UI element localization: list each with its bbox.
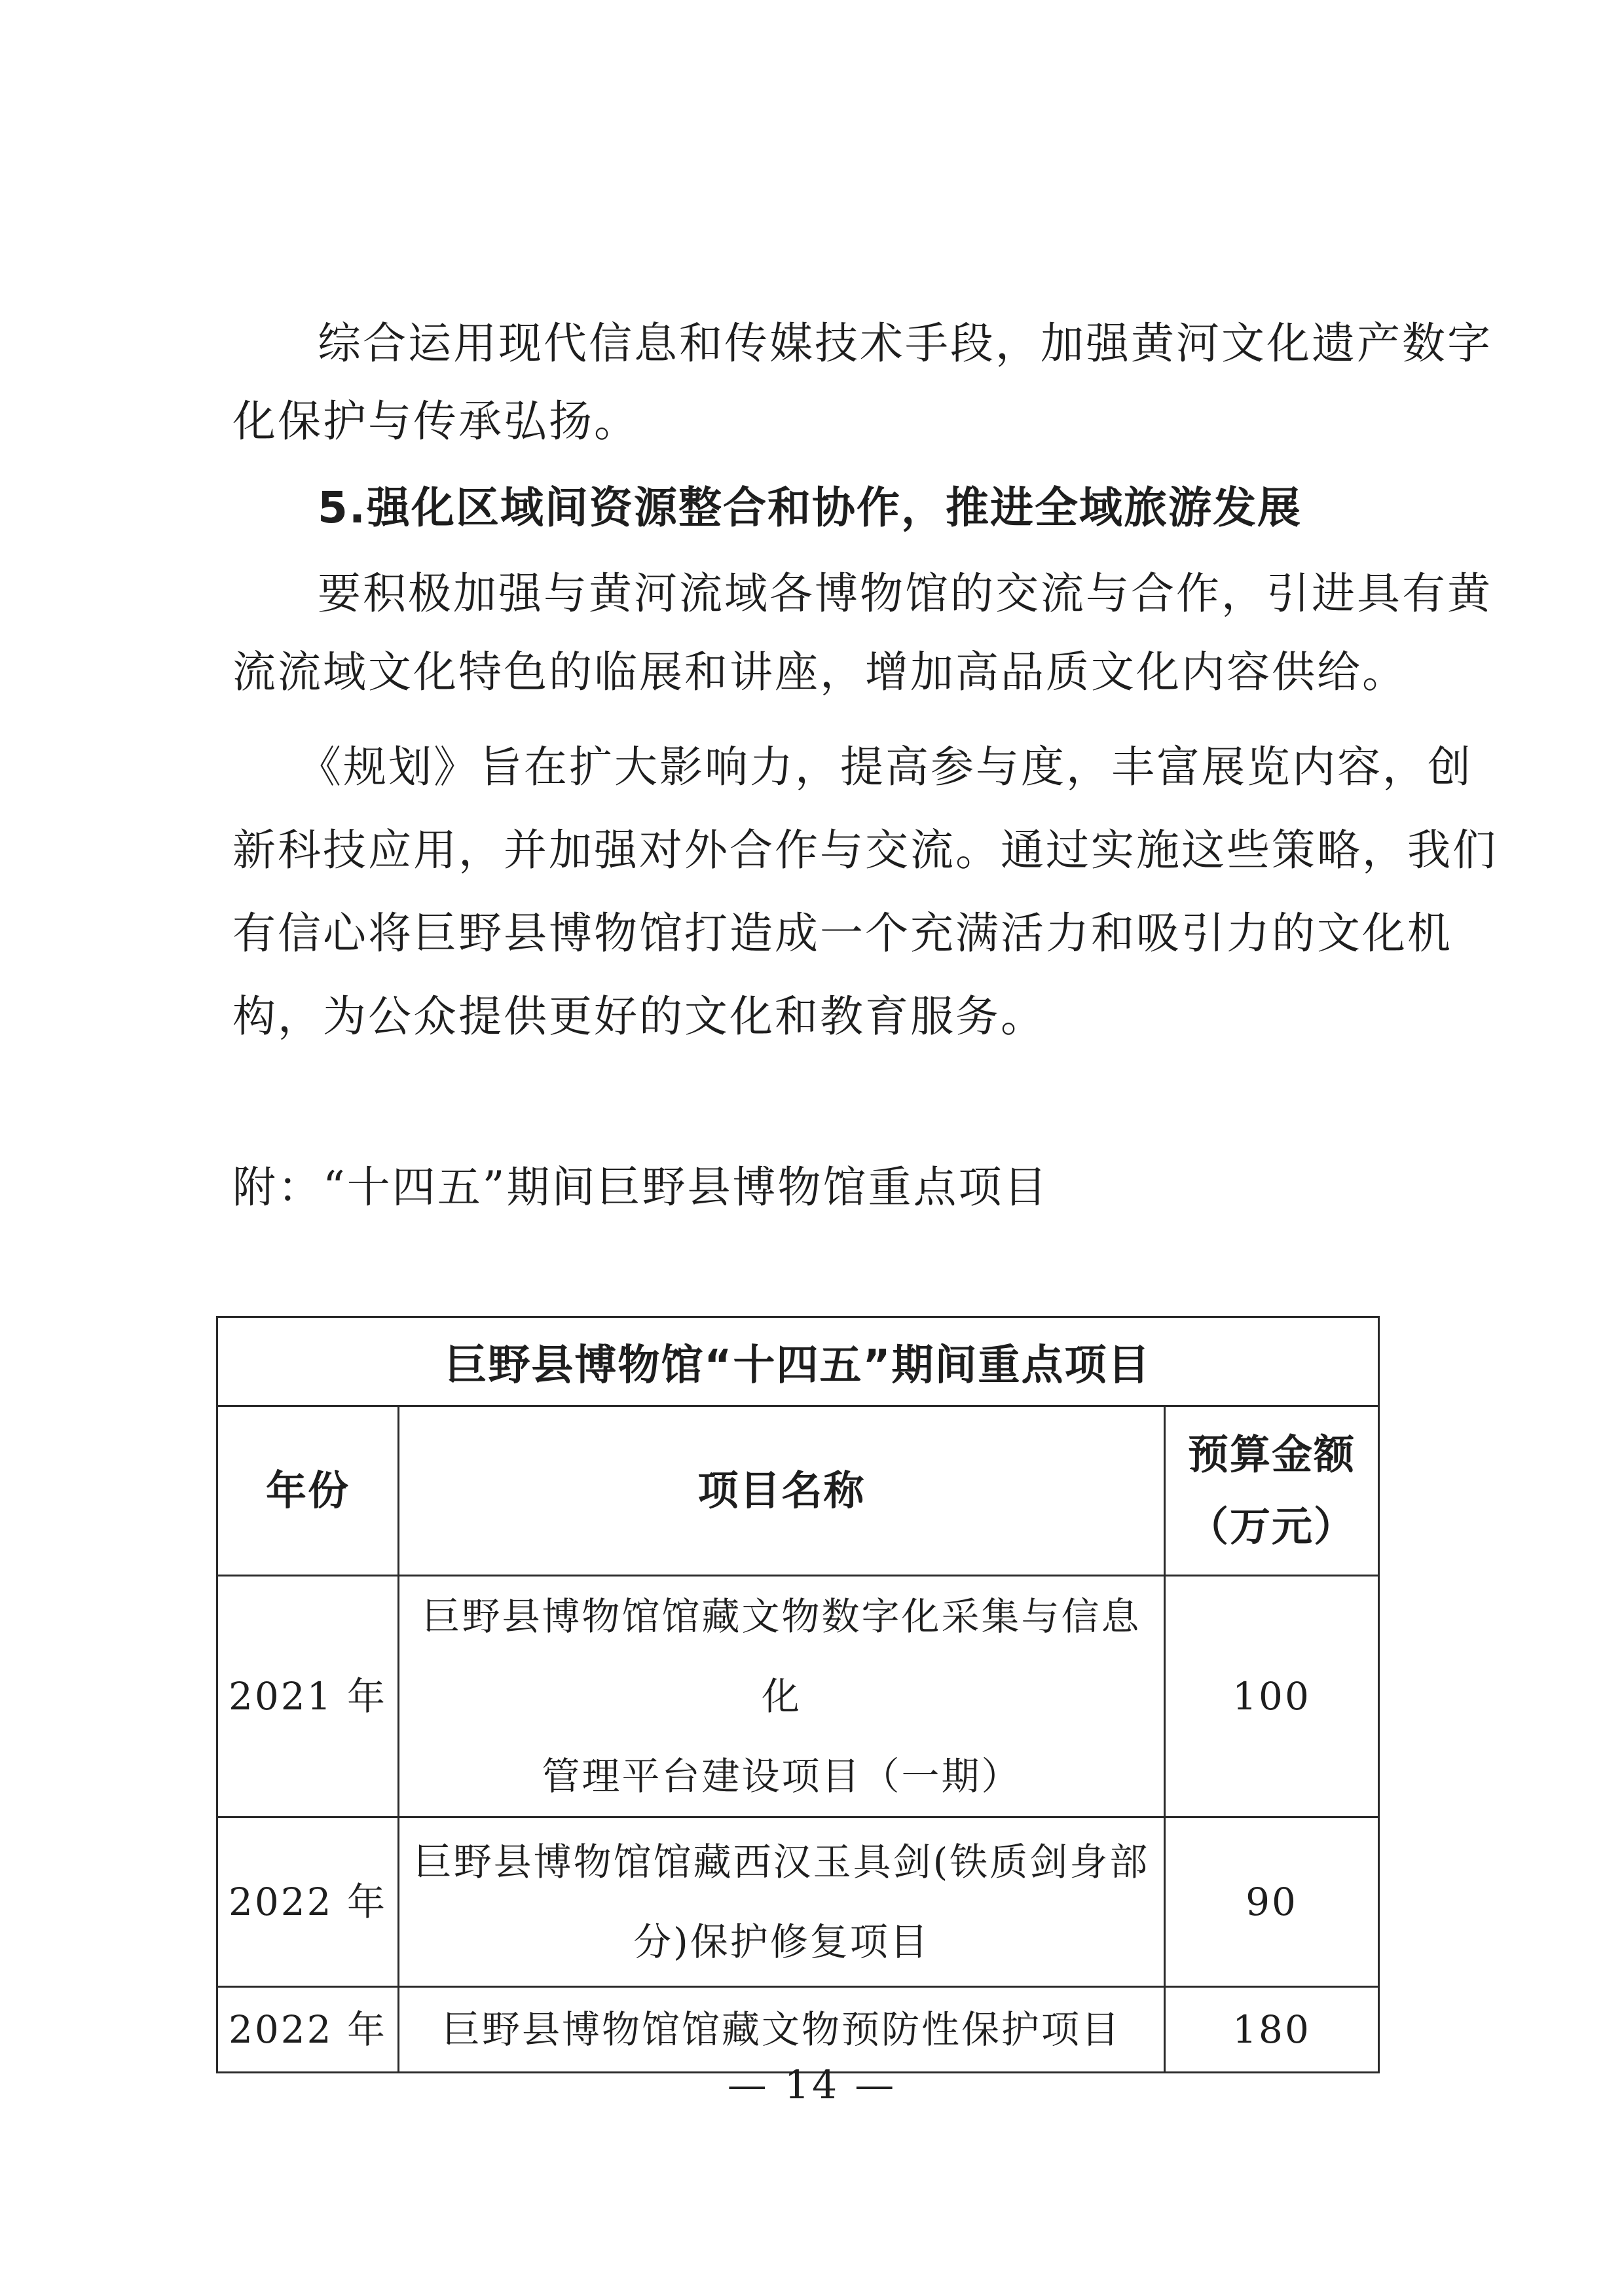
header-budget-line2: （万元）: [1187, 1503, 1356, 1550]
header-project-name: 项目名称: [399, 1406, 1165, 1576]
section-heading: 5.强化区域间资源整合和协作，推进全域旅游发展: [318, 483, 1302, 533]
paragraph-line: 《规划》旨在扩大影响力，提高参与度，丰富展览内容，创: [298, 742, 1473, 792]
paragraph-line: 新科技应用，并加强对外合作与交流。通过实施这些策略，我们: [232, 825, 1498, 875]
cell-project-name: [399, 1576, 1165, 1817]
project-name-line: 管理平台建设项目（一期）: [542, 1754, 1022, 1798]
header-budget: [1165, 1406, 1379, 1576]
cell-year: 2021 年: [217, 1576, 399, 1817]
appendix-title: 附：“十四五”期间巨野县博物馆重点项目: [232, 1162, 1049, 1212]
cell-year: 2022 年: [217, 1817, 399, 1987]
table-row: [217, 1817, 1379, 1987]
cell-project-name: [399, 1817, 1165, 1987]
project-name-line: 分)保护修复项目: [633, 1920, 930, 1964]
paragraph-line: 要积极加强与黄河流域各博物馆的交流与合作，引进具有黄: [318, 568, 1492, 619]
paragraph-line: 综合运用现代信息和传媒技术手段，加强黄河文化遗产数字: [318, 318, 1492, 369]
paragraph-line: 构，为公众提供更好的文化和教育服务。: [232, 991, 1046, 1042]
paragraph-line: 流流域文化特色的临展和讲座，增加高品质文化内容供给。: [232, 647, 1407, 697]
project-name-line: 巨野县博物馆馆藏文物预防性保护项目: [441, 2007, 1121, 2052]
key-projects-table: [216, 1316, 1380, 2073]
paragraph-line: 化保护与传承弘扬。: [232, 396, 639, 446]
cell-budget: 100: [1165, 1576, 1379, 1817]
project-name-line: 巨野县博物馆馆藏西汉玉具剑(铁质剑身部: [413, 1840, 1150, 1884]
header-year: 年份: [217, 1406, 399, 1576]
cell-budget: 90: [1165, 1817, 1379, 1987]
table-row: [217, 1576, 1379, 1817]
project-name-line: 巨野县博物馆馆藏文物数字化采集与信息化: [422, 1594, 1141, 1719]
cell-year: 2022 年: [217, 1987, 399, 2073]
header-budget-line1: 预算金额: [1187, 1430, 1356, 1478]
page-number: — 14 —: [727, 2062, 897, 2108]
cell-budget: 180: [1165, 1987, 1379, 2073]
paragraph-line: 有信心将巨野县博物馆打造成一个充满活力和吸引力的文化机: [232, 908, 1452, 958]
table-caption: 巨野县博物馆“十四五”期间重点项目: [217, 1317, 1379, 1406]
